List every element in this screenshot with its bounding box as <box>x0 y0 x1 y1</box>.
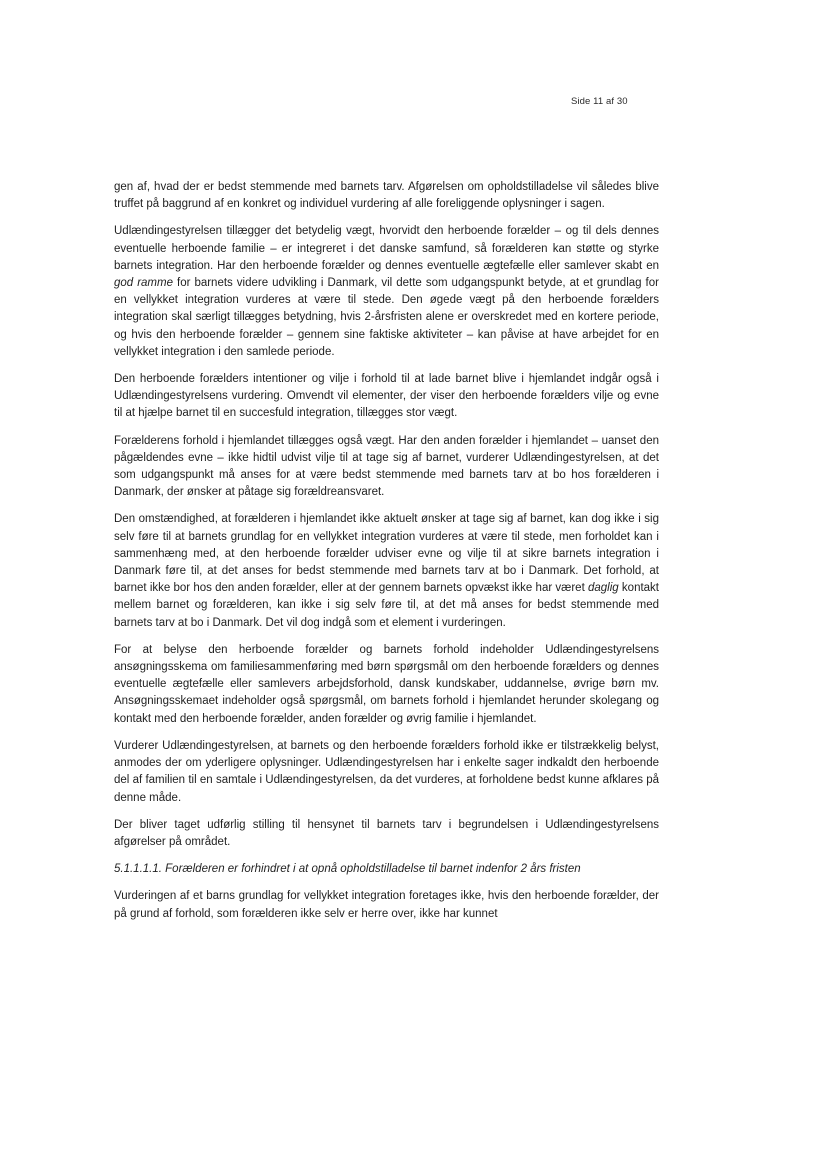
paragraph-9: Vurderingen af et barns grundlag for vellykket integration foretages ikke, hvis den herboende forælder, der på grund af forhold, som forælderen ikke selv er herre over, ikke har kunnet <box>114 890 659 920</box>
paragraph-7: Vurderer Udlændingestyrelsen, at barnets og den herboende forælders forhold ikke er tilstrækkelig belyst, anmodes der om yderligere oplysninger. Udlændingestyrelsen har i enkelte sager indkaldt den herboende del af familien til en samtale i Udlændingestyrelsen, da det vurderes, at forholdene bedst kunne afklares på denne måde. <box>114 739 659 804</box>
page-number: Side 11 af 30 <box>571 96 628 107</box>
paragraph-1: gen af, hvad der er bedst stemmende med barnets tarv. Afgørelsen om opholdstilladelse vil således blive truffet på baggrund af en konkret og individuel vurdering af alle foreliggende oplysninger i sagen. <box>114 181 659 211</box>
section-heading: 5.1.1.1.1. Forælderen er forhindret i at opnå opholdstilladelse til barnet indenfor 2 års fristen <box>114 863 581 876</box>
emphasis-daglig: daglig <box>588 582 619 595</box>
emphasis-god-ramme: god ramme <box>114 277 173 290</box>
paragraph-5-text-after: kontakt mellem barnet og forælderen, kan ikke i sig selv føre til, at det må anses for bedst stemmende med barnets tarv at bo i Danmark. Det vil dog indgå som et element i vurderingen. <box>114 582 659 629</box>
paragraph-4: Forælderens forhold i hjemlandet tillægges også vægt. Har den anden forælder i hjemlandet – uanset den pågældendes evne – ikke hidtil udvist vilje til at tage sig af barnet, vurderer Udlændingestyrelsen, at det som udgangspunkt må anses for at være bedst stemmende med barnets tarv at bo hos forælderen i Danmark, der ønsker at påtage sig forældreansvaret. <box>114 434 659 499</box>
paragraph-6: For at belyse den herboende forælder og barnets forhold indeholder Udlændingestyrelsens ansøgningsskema om familiesammenføring med børn spørgsmål om den herboende forælders og dennes eventuelle ægtefælle eller samlevers arbejdsforhold, dansk kundskaber, uddannelse, øvrige børn mv. Ansøgningsskemaet indeholder også spørgsmål, om barnets forhold i hjemlandet herunder skolegang og kontakt med den herboende forælder, anden forælder og øvrig familie i hjemlandet. <box>114 643 659 725</box>
paragraph-2-text-before: Udlændingestyrelsen tillægger det betydelig vægt, hvorvidt den herboende forælder – og til dels dennes eventuelle herboende familie – er integreret i det danske samfund, så forælderen kan støtte og styrke barnets integration. Har den herboende forælder og dennes eventuelle ægtefælle eller samlever skabt en <box>114 225 659 272</box>
paragraph-8: Der bliver taget udførlig stilling til hensynet til barnets tarv i begrundelsen i Udlændingestyrelsens afgørelser på området. <box>114 818 659 848</box>
paragraph-5-text-before: Den omstændighed, at forælderen i hjemlandet ikke aktuelt ønsker at tage sig af barnet, kan dog ikke i sig selv føre til at barnets grundlag for en vellykket integration vurderes at være til stede, men forholdet kan i sammenhæng med, at den herboende forælder udviser evne og vilje til at sikre barnets integration i Danmark føre til, at det anses for bedst stemmende med barnets tarv at bo i Danmark. Det forhold, at barnet ikke bor hos den anden forælder, eller at der gennem barnets opvækst ikke har været <box>114 513 659 595</box>
paragraph-2 <box>114 223 659 361</box>
paragraph-3: Den herboende forælders intentioner og vilje i forhold til at lade barnet blive i hjemlandet indgår også i Udlændingestyrelsens vurdering. Omvendt vil elementer, der viser den herboende forælders vilje og evne til at hjælpe barnet til en succesfuld integration, tillægges stor vægt. <box>114 373 659 420</box>
document-body <box>114 179 659 933</box>
paragraph-5 <box>114 511 659 631</box>
paragraph-2-text-after: for barnets videre udvikling i Danmark, vil dette som udgangspunkt betyde, at et grundlag for en vellykket integration vurderes at være til stede. Den øgede vægt på den herboende forælders integration skal særligt tillægges betydning, hvis 2-årsfristen alene er overskredet med en kortere periode, og hvis den herboende forælder – gennem sine faktiske aktiviteter – kan påvise at have arbejdet for en vellykket integration i den samlede periode. <box>114 277 659 358</box>
